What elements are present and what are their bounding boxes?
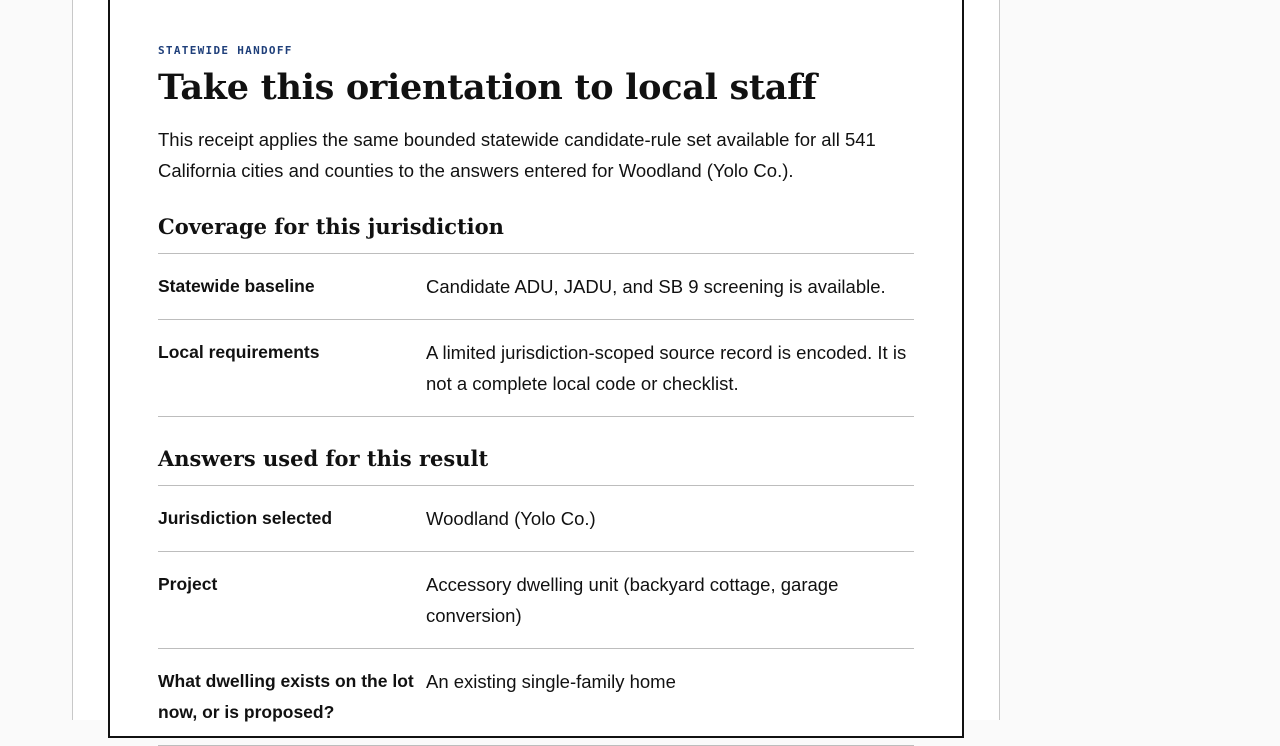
receipt-content (158, 44, 914, 746)
row-label: Statewide baseline (158, 276, 315, 296)
answers-section (158, 445, 914, 746)
eyebrow-label: STATEWIDE HANDOFF (158, 44, 293, 57)
row-value: Accessory dwelling unit (backyard cottage, garage conversion) (426, 574, 839, 626)
answers-table (158, 485, 914, 746)
answers-row-existing-dwelling (158, 649, 914, 746)
page-title: Take this orientation to local staff (158, 67, 817, 108)
coverage-row-statewide-baseline (158, 254, 914, 320)
row-value: Candidate ADU, JADU, and SB 9 screening is available. (426, 276, 886, 297)
row-label: Jurisdiction selected (158, 508, 333, 528)
row-value: Woodland (Yolo Co.) (426, 508, 596, 529)
row-label: Project (158, 574, 218, 594)
coverage-heading: Coverage for this jurisdiction (158, 214, 504, 239)
answers-heading: Answers used for this result (158, 446, 489, 471)
coverage-section (158, 213, 914, 417)
coverage-row-local-requirements (158, 320, 914, 417)
answers-row-jurisdiction (158, 486, 914, 552)
row-value: A limited jurisdiction-scoped source record is encoded. It is not a complete local code or checklist. (426, 342, 907, 394)
coverage-table (158, 253, 914, 417)
row-label: What dwelling exists on the lot now, or is proposed? (158, 671, 414, 722)
intro-paragraph: This receipt applies the same bounded statewide candidate-rule set available for all 541 California cities and counties to the answers entered for Woodland (Yolo Co.). (158, 129, 876, 181)
row-value: An existing single-family home (426, 671, 676, 692)
answers-row-project (158, 552, 914, 649)
row-label: Local requirements (158, 342, 320, 362)
